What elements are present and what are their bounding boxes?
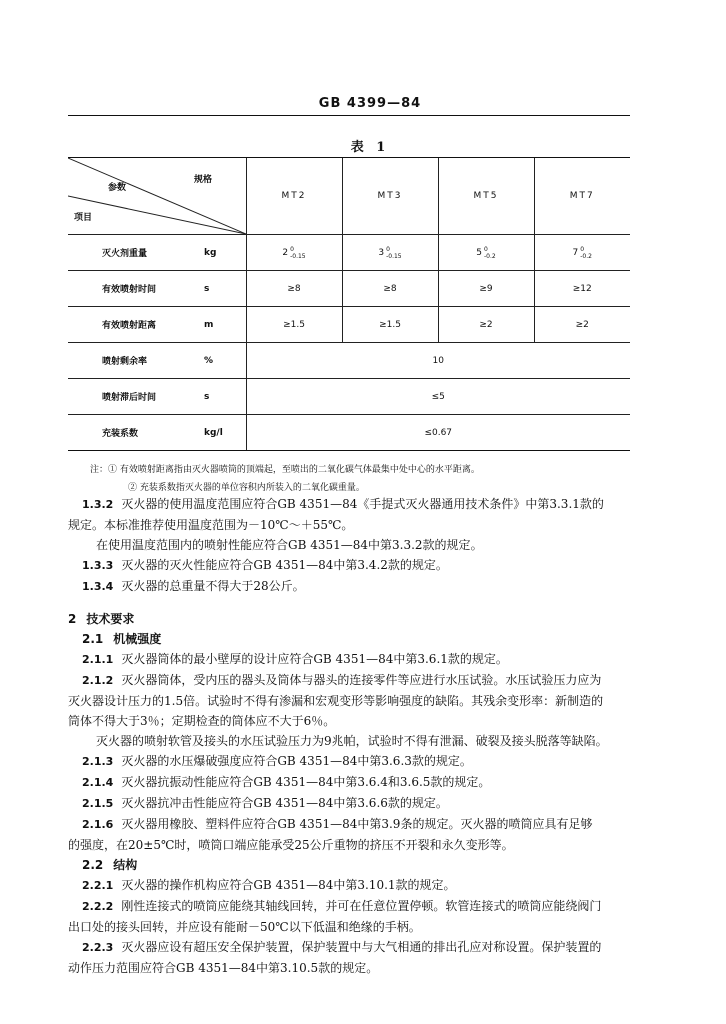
tol-base: 2 (282, 247, 289, 258)
clause-text: 动作压力范围应符合GB 4351—84中第3.10.5款的规定。 (68, 961, 379, 975)
table-cell (438, 235, 534, 271)
clause-number: 2.1.5 (82, 797, 114, 810)
table-cell (534, 235, 630, 271)
clause (68, 649, 632, 670)
section-title: 机械强度 (113, 632, 162, 646)
clause (68, 494, 632, 515)
table-row (68, 307, 630, 343)
row-name: 有效喷射距离 (68, 307, 200, 343)
table-span-cell: ≤5 (246, 379, 630, 415)
clause-text: 出口处的接头回转，并应设有能耐－50℃以下低温和绝缘的手柄。 (68, 920, 421, 934)
clause (68, 896, 632, 917)
table-row (68, 343, 630, 379)
clause-number: 1.3.3 (82, 559, 114, 572)
clause (68, 751, 632, 772)
subsection-heading (68, 855, 632, 875)
table-cell: ≥9 (438, 271, 534, 307)
clause-number: 2.2.2 (82, 900, 114, 913)
clause (68, 793, 632, 814)
tol-lower: -0.2 (484, 252, 496, 260)
table-row (68, 235, 630, 271)
section-heading (68, 609, 632, 629)
subsection-heading (68, 629, 632, 649)
corner-cell (68, 158, 246, 235)
clause-text: 的强度，在20±5℃时，喷筒口端应能承受25公斤重物的挤压不开裂和永久变形等。 (68, 838, 514, 852)
spec-table (68, 157, 630, 451)
model-header: MT5 (438, 158, 534, 235)
clause-number: 1.3.2 (82, 498, 114, 511)
section-title: 技术要求 (86, 612, 135, 626)
table-cell: ≥8 (342, 271, 438, 307)
clause-text: 灭火器的灭火性能应符合GB 4351—84中第3.4.2款的规定。 (121, 558, 448, 572)
clause-text: 灭火器的使用温度范围应符合GB 4351—84《手提式灭火器通用技术条件》中第3.3.1款的 (121, 497, 604, 511)
body-text (68, 494, 632, 978)
table-cell: ≥1.5 (246, 307, 342, 343)
model-header: MT3 (342, 158, 438, 235)
clause-text: 筒体不得大于3％；定期检查的筒体应不大于6％。 (68, 714, 336, 728)
tol-upper: 0 (580, 245, 585, 253)
table-cell: ≥2 (438, 307, 534, 343)
model-header: MT2 (246, 158, 342, 235)
table-row (68, 379, 630, 415)
corner-spec-label: 规格 (194, 175, 213, 185)
clause-number: 2.2.3 (82, 941, 114, 954)
row-unit: s (200, 271, 246, 307)
clause-number: 2.1.3 (82, 755, 114, 768)
clause-text: 灭火器用橡胶、塑料件应符合GB 4351—84中第3.9条的规定。灭火器的喷筒应具有足够 (121, 817, 593, 831)
tol-lower: -0.2 (580, 252, 592, 260)
table-row (68, 415, 630, 451)
clause (68, 875, 632, 896)
page-header: GB 4399—84 (318, 96, 422, 111)
tol-base: 3 (378, 247, 385, 258)
row-name: 充装系数 (68, 415, 200, 451)
row-name: 有效喷射时间 (68, 271, 200, 307)
clause (68, 772, 632, 793)
clause-text: 规定。本标准推荐使用温度范围为－10℃～＋55℃。 (68, 518, 354, 532)
section-number: 2.1 (82, 632, 104, 646)
clause-number: 2.1.1 (82, 653, 114, 666)
clause-text: 灭火器的喷射软管及接头的水压试验压力为9兆帕，试验时不得有泄漏、破裂及接头脱落等缺陷。 (96, 734, 608, 748)
clause-number: 2.1.2 (82, 674, 114, 687)
section-number: 2.2 (82, 858, 104, 872)
table-row (68, 271, 630, 307)
clause-number: 2.1.6 (82, 818, 114, 831)
tol-base: 5 (476, 247, 482, 258)
clause-number: 1.3.4 (82, 580, 114, 593)
clause-text: 灭火器筒体的最小壁厚的设计应符合GB 4351—84中第3.6.1款的规定。 (121, 652, 508, 666)
note-1: ① 有效喷射距离指由灭火器喷筒的顶端起，至喷出的二氧化碳气体最集中处中心的水平距离。 (108, 465, 480, 475)
model-header: MT7 (534, 158, 630, 235)
tol-base: 7 (572, 247, 579, 258)
row-unit: s (200, 379, 246, 415)
row-unit: kg/l (200, 415, 246, 451)
table-cell: ≥8 (246, 271, 342, 307)
table-span-cell: ≤0.67 (246, 415, 630, 451)
note-line (90, 461, 480, 479)
note-2: ② 充装系数指灭火器的单位容积内所装入的二氧化碳重量。 (128, 483, 365, 493)
clause-text: 灭火器的总重量不得大于28公斤。 (121, 579, 305, 593)
tol-lower: -0.15 (290, 252, 306, 260)
corner-item-label: 项目 (74, 213, 93, 223)
clause-text: 灭火器的水压爆破强度应符合GB 4351—84中第3.6.3款的规定。 (121, 754, 472, 768)
table-span-cell: 10 (246, 343, 630, 379)
row-unit: kg (200, 235, 246, 271)
table-notes (90, 461, 480, 497)
clause-number: 2.1.4 (82, 776, 114, 789)
table-cell: ≥2 (534, 307, 630, 343)
clause-text: 刚性连接式的喷筒应能绕其轴线回转，并可在任意位置停顿。软管连接式的喷筒应能绕阀门 (121, 899, 602, 913)
clause (68, 814, 632, 835)
tol-lower: -0.15 (386, 252, 402, 260)
table-cell: ≥1.5 (342, 307, 438, 343)
clause-text: 灭火器抗冲击性能应符合GB 4351—84中第3.6.6款的规定。 (121, 796, 448, 810)
table-cell (246, 235, 342, 271)
note-label: 注： (90, 465, 109, 475)
row-name: 喷射滞后时间 (68, 379, 200, 415)
clause-text: 灭火器应设有超压安全保护装置，保护装置中与大气相通的排出孔应对称设置。保护装置的 (121, 940, 602, 954)
clause (68, 555, 632, 576)
row-unit: % (200, 343, 246, 379)
clause-text: 在使用温度范围内的喷射性能应符合GB 4351—84中第3.3.2款的规定。 (96, 538, 483, 552)
clause-text: 灭火器筒体，受内压的器头及筒体与器头的连接零件等应进行水压试验。水压试验压力应为 (121, 673, 602, 687)
section-title: 结构 (113, 858, 138, 872)
corner-param-label: 参数 (108, 183, 127, 193)
diagonal-lines (68, 158, 246, 234)
clause-number: 2.2.1 (82, 879, 114, 892)
header-rule (68, 115, 630, 116)
clause-text: 灭火器抗振动性能应符合GB 4351—84中第3.6.4和3.6.5款的规定。 (121, 775, 491, 789)
table-header-row (68, 158, 630, 235)
row-unit: m (200, 307, 246, 343)
clause (68, 937, 632, 958)
tol-upper: 0 (484, 245, 488, 253)
tol-upper: 0 (386, 245, 390, 253)
section-number: 2 (68, 612, 77, 626)
row-name: 灭火剂重量 (68, 235, 200, 271)
clause (68, 576, 632, 597)
clause-text: 灭火器的操作机构应符合GB 4351—84中第3.10.1款的规定。 (121, 878, 456, 892)
tol-upper: 0 (290, 245, 294, 253)
row-name: 喷射剩余率 (68, 343, 200, 379)
clause-text: 灭火器设计压力的1.5倍。试验时不得有渗漏和宏观变形等影响强度的缺陷。其残余变形率：新制造的 (68, 694, 604, 708)
table-cell (342, 235, 438, 271)
table-cell: ≥12 (534, 271, 630, 307)
table-title: 表 1 (350, 140, 390, 155)
clause (68, 670, 632, 691)
